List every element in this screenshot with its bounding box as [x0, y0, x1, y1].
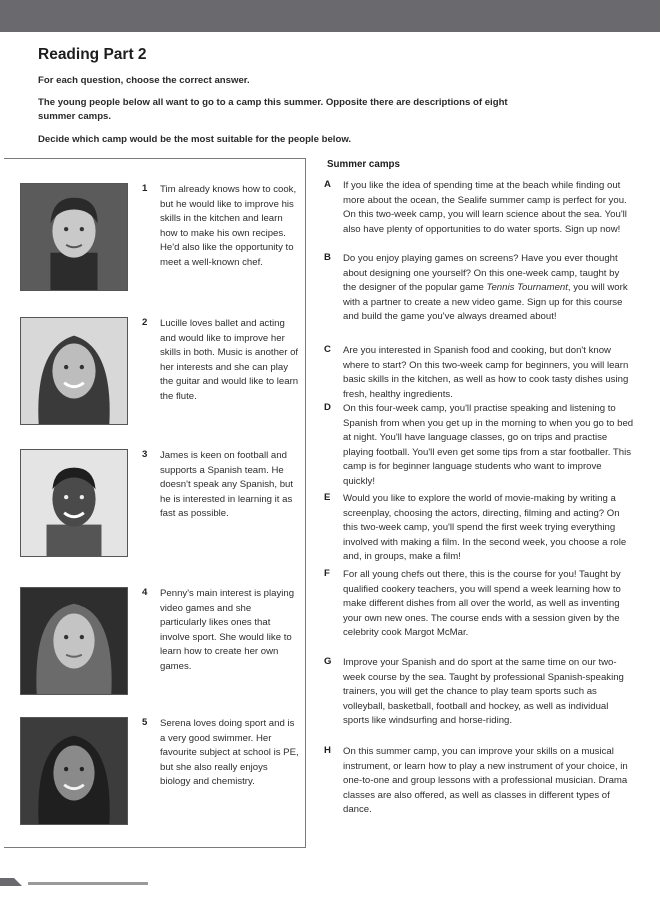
camp-h-letter: H: [324, 745, 331, 756]
person-1-photo: [20, 183, 128, 291]
camp-a-letter: A: [324, 179, 331, 190]
person-3-description: James is keen on football and supports a Spanish team. He doesn't speak any Spanish, but he is interested in learning it as fast as possible.: [160, 450, 294, 520]
people-panel: [4, 158, 306, 848]
camp-e-description: Would you like to explore the world of movie-making by writing a screenplay, choosing the actors, directing, filming and acting? On this two-week camp, you'll spend the first week trying everything involved with making a film. In the second week, you choose a role and, in groups, make a film!: [343, 493, 627, 563]
person-2-photo: [20, 317, 128, 425]
page-title: Reading Part 2: [38, 46, 147, 63]
person-1-number: 1: [142, 183, 148, 194]
camp-f-description: For all young chefs out there, this is the course for you! Taught by qualified cookery teachers, you will spend a week learning how to make different dishes from all over the world, as well as inventing your own new ones. The course ends with a session given by the celebrity cook Margot McMar.: [343, 569, 621, 639]
camp-b-text-end: , you will work with a partner to create a new video game. Sign up for this course and build the game you've always dreamed about!: [343, 282, 628, 323]
camps-heading: Summer camps: [327, 159, 400, 170]
person-2-description: Lucille loves ballet and acting and would like to improve her skills in both. Music is another of her interests and she can play the guitar and would like to learn the flute.: [160, 318, 299, 402]
camp-b-letter: B: [324, 252, 331, 263]
person-4-photo: [20, 587, 128, 695]
person-4-number: 4: [142, 587, 148, 598]
person-5-photo: [20, 717, 128, 825]
camp-a-description: If you like the idea of spending time at the beach while finding out more about the ocean, the Sealife summer camp is perfect for you. On this two-week camp, you will learn science about the sea. You'll also have plenty of opportunities to do water sports. Sign up now!: [343, 180, 627, 235]
person-5-description: Serena loves doing sport and is a very good swimmer. Her favourite subject at school is PE, but she also really enjoys biology and chemistry.: [160, 718, 299, 788]
instruction-1: For each question, choose the correct answer.: [38, 75, 250, 86]
person-1-description: Tim already knows how to cook, but he would like to improve his skills in the kitchen and learn how to make his own recipes. He'd also like the opportunity to meet a well-known chef.: [160, 184, 297, 268]
instruction-3: Decide which camp would be the most suitable for the people below.: [38, 134, 352, 145]
camp-c-letter: C: [324, 344, 331, 355]
person-2-number: 2: [142, 317, 148, 328]
camp-b-description: [343, 252, 635, 325]
camp-b-game-title: Tennis Tournament: [486, 282, 568, 294]
top-header-bar: [0, 0, 660, 32]
person-3-photo: [20, 449, 128, 557]
camp-h-description: On this summer camp, you can improve your skills on a musical instrument, or learn how to play a new instrument of your choice, in one-to-one and group lessons with a professional musician. Drama classes are also offered, as well as classes in different types of dance.: [343, 746, 628, 816]
camp-e-letter: E: [324, 492, 331, 503]
camp-g-letter: G: [324, 656, 332, 667]
camp-f-letter: F: [324, 568, 330, 579]
camp-b-text-start: Do you enjoy playing games on screens? Have you ever thought about designing one yourself? On this one-week camp, taught by the designer of the popular game: [343, 253, 620, 294]
camp-d-letter: D: [324, 402, 331, 413]
person-4-description: Penny's main interest is playing video games and she particularly likes ones that involve sport. She would like to learn how to create her own games.: [160, 588, 295, 672]
person-5-number: 5: [142, 717, 148, 728]
page-footer-tab: [0, 874, 160, 900]
instruction-2: The young people below all want to go to a camp this summer. Opposite there are descriptions of eight summer camps.: [38, 97, 508, 122]
person-3-number: 3: [142, 449, 148, 460]
camp-d-description: On this four-week camp, you'll practise speaking and listening to Spanish from when you get up in the morning to when you go to bed at night. You'll have language classes, go on trips and practise playing football. You'll even get some tips from a star footballer. This camp is for beginner language students who want to improve quickly!: [343, 403, 634, 487]
camp-g-description: Improve your Spanish and do sport at the same time on our two-week course by the sea. Taught by professional Spanish-speaking trainers, you will get the chance to play team sports such as volleyball, basketball, football and hockey, as well as individual sports like windsurfing and horse-riding.: [343, 657, 624, 727]
camp-c-description: Are you interested in Spanish food and cooking, but don't know where to start? On this two-week camp for beginners, you will learn basic skills in the kitchen, as well as how to cook tasty dishes using fresh, healthy ingredients.: [343, 345, 629, 400]
